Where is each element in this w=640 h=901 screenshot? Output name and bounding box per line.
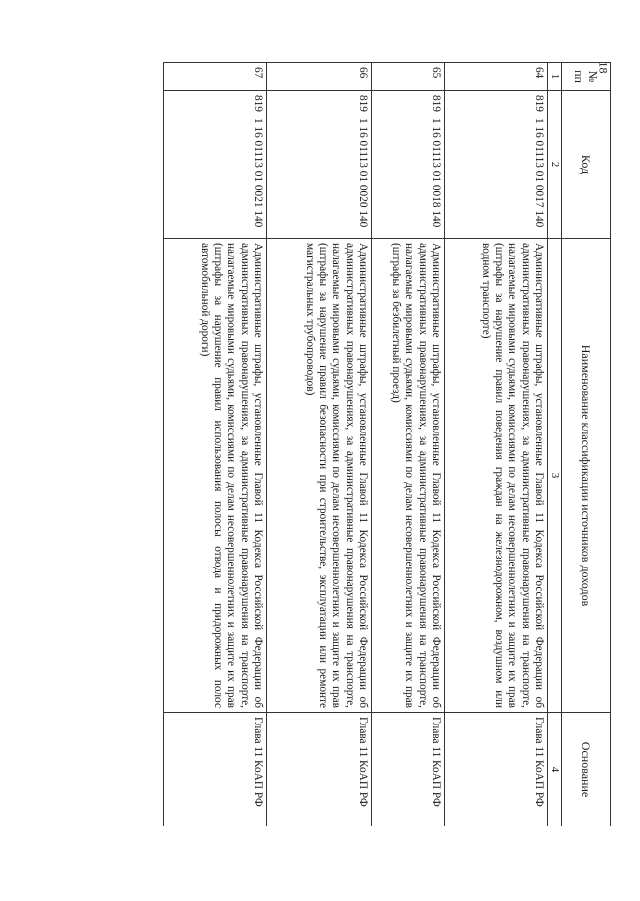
row-description: Административные штрафы, установленные Главой 11 Кодекса Российской Федерации об административных правонарушениях, за административные правонарушения на транспорте, налагаемые мировыми судьями, комиссиями по делам несовершеннолетних и защите их прав (штрафы за нарушение правил безопасности при строительстве, эксплуатации или ремонте магистральных трубопроводов) bbox=[267, 239, 372, 713]
table-row bbox=[372, 63, 445, 827]
row-code bbox=[164, 91, 267, 239]
header-code: Код bbox=[562, 91, 611, 239]
budget-code: 1 16 01113 01 0018 140 bbox=[430, 117, 443, 228]
header-basis: Основание bbox=[562, 713, 611, 827]
header-num: № пп bbox=[562, 63, 611, 91]
table-row bbox=[445, 63, 548, 827]
row-number: 66 bbox=[267, 63, 372, 91]
row-basis: Глава 11 КоАП РФ bbox=[445, 713, 548, 827]
table-row bbox=[164, 63, 267, 827]
agency-code: 819 bbox=[252, 95, 265, 112]
column-index: 1 bbox=[548, 63, 562, 91]
row-number: 65 bbox=[372, 63, 445, 91]
row-description: Административные штрафы, установленные Главой 11 Кодекса Российской Федерации об административных правонарушениях, за административные правонарушения на транспорте, налагаемые мировыми судьями, комиссиями по делам несовершеннолетних и защите их прав (штрафы за нарушение правил использования полосы отвода и придорожных полос автомобильной дороги) bbox=[164, 239, 267, 713]
rotated-page-area bbox=[77, 62, 611, 826]
row-basis: Глава 11 КоАП РФ bbox=[372, 713, 445, 827]
row-basis: Глава 11 КоАП РФ bbox=[267, 713, 372, 827]
agency-code: 819 bbox=[533, 95, 546, 112]
agency-code: 819 bbox=[357, 95, 370, 112]
row-code bbox=[445, 91, 548, 239]
table-row bbox=[267, 63, 372, 827]
column-index: 3 bbox=[548, 239, 562, 713]
row-description: Административные штрафы, установленные Главой 11 Кодекса Российской Федерации об административных правонарушениях, за административные правонарушения на транспорте, налагаемые мировыми судьями, комиссиями по делам несовершеннолетних и защите их прав (штрафы за нарушение правил поведения граждан на железнодорожном, воздушном или водном транспорте) bbox=[445, 239, 548, 713]
revenue-classification-table bbox=[163, 62, 611, 826]
column-index: 4 bbox=[548, 713, 562, 827]
table-wrapper bbox=[77, 62, 611, 826]
row-basis: Глава 11 КоАП РФ bbox=[164, 713, 267, 827]
budget-code: 1 16 01113 01 0020 140 bbox=[357, 117, 370, 228]
column-index-row bbox=[548, 63, 562, 827]
column-index: 2 bbox=[548, 91, 562, 239]
budget-code: 1 16 01113 01 0021 140 bbox=[252, 117, 265, 228]
header-name: Наименование классификации источников доходов bbox=[562, 239, 611, 713]
page-number: 18 bbox=[596, 61, 611, 74]
row-number: 64 bbox=[445, 63, 548, 91]
row-number: 67 bbox=[164, 63, 267, 91]
table-header-row bbox=[562, 63, 611, 827]
row-code bbox=[372, 91, 445, 239]
row-code bbox=[267, 91, 372, 239]
row-description: Административные штрафы, установленные Главой 11 Кодекса Российской Федерации об административных правонарушениях, за административные правонарушения на транспорте, налагаемые мировыми судьями, комиссиями по делам несовершеннолетних и защите их прав (штрафы за безбилетный проезд) bbox=[372, 239, 445, 713]
budget-code: 1 16 01113 01 0017 140 bbox=[533, 117, 546, 228]
agency-code: 819 bbox=[430, 95, 443, 112]
